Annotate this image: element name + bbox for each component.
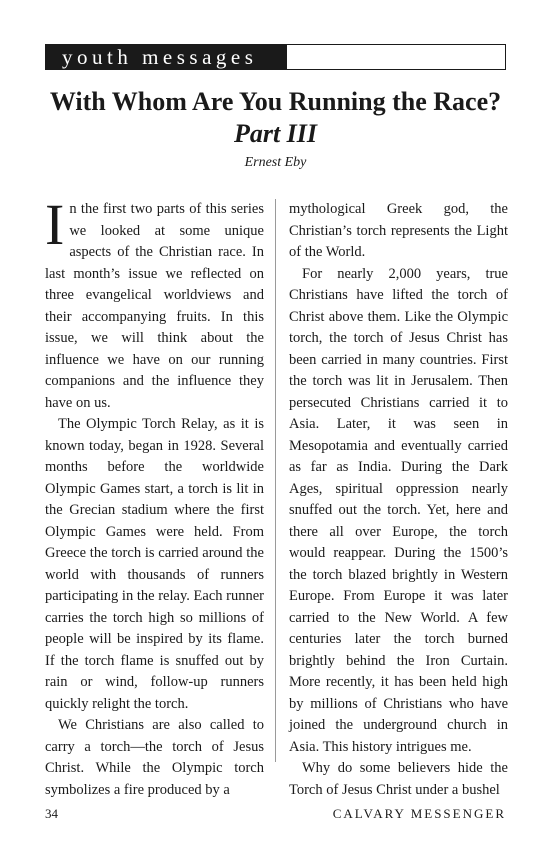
column-right [289,199,508,801]
paragraph-1-text: n the first two parts of this series we looked at some unique aspects of the Christian race. In last month’s issue we reflected on three evangelical worldviews and their accompanying fruits. In this issue, we will think about the influence we have on our running companions and the influence they have on us. [45,201,264,411]
publication-name: CALVARY MESSENGER [332,806,506,821]
paragraph-3-continued: mythological Greek god, the Christian’s torch represents the Light of the World. [289,201,508,260]
column-divider [275,199,276,762]
article-title [45,86,506,150]
title-main: With Whom Are You Running the Race? [49,87,502,116]
article-author: Ernest Eby [244,155,307,170]
paragraph-5: Why do some believers hide the Torch of Jesus Christ under a bushel [289,760,508,798]
section-header [45,44,506,70]
paragraph-2: The Olympic Torch Relay, as it is known today, began in 1928. Several months before the worldwide Olympic Games start, a torch is lit in the Grecian stadium where the first Olympic Games were held. From Greece the torch is carried around the world with thousands of runners participating in the relay. Each runner carries the torch high so millions of people will be inspired by its flame. If the torch flame is snuffed out by rain or wind, follow-up runners quickly relight the torch. [45,416,264,712]
paragraph-3: We Christians are also called to carry a torch—the torch of Jesus Christ. While the Olympic torch symbolizes a fire produced by a [45,717,264,798]
page-number: 34 [45,806,58,821]
paragraph-4: For nearly 2,000 years, true Christians have lifted the torch of Christ above them. Like the Olympic torch, the torch of Jesus Christ has been carried in many countries. First the torch was lit in Jerusalem. Then persecuted Christians carried it to Asia. Later, it was seen in Mesopotamia and eventually carried as far as India. During the Dark Ages, spiritual oppression nearly snuffed out the torch. Yet, here and there all over Europe, the torch would reappear. During the 1500’s the torch blazed brightly in Western Europe. From Europe it was later carried to the New World. A few centuries later the torch burned brightly behind the Iron Curtain. More recently, it has been held high by millions of Christians who have joined the underground church in Asia. This history intrigues me. [289,265,508,755]
section-label: youth messages [46,45,287,69]
column-left [45,192,264,801]
title-part: Part III [233,119,318,148]
drop-cap: I [45,192,65,257]
paragraph-1 [45,192,264,414]
